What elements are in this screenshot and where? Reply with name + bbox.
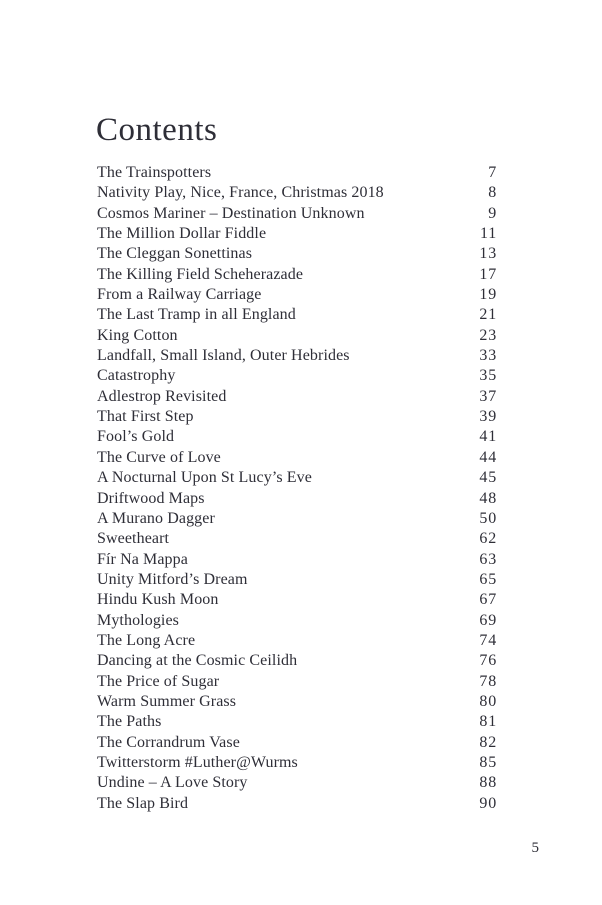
- toc-entry: [97, 712, 497, 732]
- toc-entry-title: Fír Na Mappa: [97, 550, 188, 568]
- toc-entry-title: Fool’s Gold: [97, 428, 175, 446]
- toc-entry: [97, 265, 497, 285]
- toc-entry-title: A Murano Dagger: [97, 509, 215, 527]
- toc-entry: [97, 183, 497, 203]
- toc-entry-page-number: 19: [479, 286, 497, 304]
- toc-entry-title: Dancing at the Cosmic Ceilidh: [97, 652, 298, 670]
- toc-entry-title: The Million Dollar Fiddle: [97, 225, 267, 243]
- toc-entry-title: Twitterstorm #Luther@Wurms: [97, 753, 298, 771]
- toc-entry-page-number: 90: [479, 794, 497, 812]
- toc-entry: [97, 753, 497, 773]
- toc-entry: [97, 407, 497, 427]
- toc-entry-page-number: 7: [488, 164, 497, 181]
- toc-entry: [97, 651, 497, 671]
- toc-entry-page-number: 45: [479, 469, 497, 487]
- toc-entry-title: The Killing Field Scheherazade: [97, 265, 304, 283]
- toc-entry-title: Warm Summer Grass: [97, 692, 237, 710]
- toc-entry: [97, 204, 497, 224]
- toc-entry: [97, 427, 497, 447]
- toc-entry-page-number: 37: [479, 387, 497, 405]
- toc-entry-page-number: 63: [479, 550, 497, 568]
- toc-entry: [97, 550, 497, 570]
- toc-entry-page-number: 39: [479, 408, 497, 426]
- toc-entry: [97, 326, 497, 346]
- toc-entry-title: The Price of Sugar: [97, 672, 220, 690]
- toc-entry: [97, 366, 497, 386]
- toc-entry-page-number: 35: [479, 367, 497, 385]
- toc-entry-page-number: 62: [479, 530, 497, 548]
- toc-entry-title: That First Step: [97, 408, 194, 426]
- toc-entry: [97, 773, 497, 793]
- toc-entry-page-number: 21: [479, 306, 497, 324]
- toc-entry: [97, 244, 497, 264]
- toc-entry: [97, 285, 497, 305]
- toc-entry: [97, 529, 497, 549]
- toc-entry-page-number: 65: [479, 570, 497, 588]
- toc-entry-page-number: 50: [479, 509, 497, 527]
- toc-entry: [97, 305, 497, 325]
- toc-entry-title: The Cleggan Sonettinas: [97, 245, 253, 263]
- toc-entry-page-number: 13: [479, 245, 497, 263]
- toc-entry: [97, 224, 497, 244]
- toc-entry-title: From a Railway Carriage: [97, 286, 262, 304]
- folio-page-number: 5: [531, 840, 539, 856]
- toc-entry: [97, 509, 497, 529]
- toc-entry-title: The Last Tramp in all England: [97, 306, 296, 324]
- toc-entry: [97, 611, 497, 631]
- toc-entry-title: The Corrandrum Vase: [97, 733, 240, 751]
- toc-entry: [97, 590, 497, 610]
- toc-entry-page-number: 11: [479, 225, 497, 243]
- toc-entry-page-number: 67: [479, 591, 497, 609]
- toc-entry-page-number: 69: [479, 611, 497, 629]
- toc-entry-title: Adlestrop Revisited: [97, 387, 227, 405]
- toc-entry-page-number: 74: [479, 631, 497, 649]
- toc-entry-title: Mythologies: [97, 611, 179, 629]
- toc-entry-title: The Paths: [97, 713, 162, 731]
- toc-entry: [97, 468, 497, 488]
- page-title: Contents: [96, 112, 218, 149]
- toc-entry: [97, 346, 497, 366]
- toc-entry: [97, 448, 497, 468]
- toc-entry-page-number: 82: [479, 733, 497, 751]
- toc-entry-page-number: 23: [479, 326, 497, 344]
- toc-entry-title: The Curve of Love: [97, 448, 221, 466]
- toc-entry-page-number: 9: [488, 204, 497, 222]
- toc-entry-title: Hindu Kush Moon: [97, 591, 219, 609]
- toc-entry-title: The Long Acre: [97, 631, 196, 649]
- table-of-contents: [97, 163, 497, 814]
- toc-entry-page-number: 80: [479, 692, 497, 710]
- toc-entry: [97, 163, 497, 183]
- toc-entry: [97, 733, 497, 753]
- toc-entry-page-number: 41: [479, 428, 497, 446]
- toc-entry-title: The Slap Bird: [97, 794, 189, 812]
- toc-entry: [97, 672, 497, 692]
- toc-entry-page-number: 88: [479, 774, 497, 792]
- toc-entry-title: Landfall, Small Island, Outer Hebrides: [97, 347, 350, 365]
- toc-entry-title: Undine – A Love Story: [97, 774, 248, 792]
- toc-entry-page-number: 81: [479, 713, 497, 731]
- toc-entry: [97, 570, 497, 590]
- toc-entry-page-number: 76: [479, 652, 497, 670]
- toc-entry-page-number: 17: [479, 265, 497, 283]
- toc-entry: [97, 489, 497, 509]
- toc-entry-page-number: 78: [479, 672, 497, 690]
- toc-entry-page-number: 48: [479, 489, 497, 507]
- toc-entry-page-number: 8: [488, 184, 497, 202]
- toc-entry-title: Cosmos Mariner – Destination Unknown: [97, 204, 365, 222]
- toc-entry-title: The Trainspotters: [97, 164, 212, 181]
- toc-entry-page-number: 33: [479, 347, 497, 365]
- toc-entry: [97, 631, 497, 651]
- toc-entry-page-number: 85: [479, 753, 497, 771]
- toc-entry-title: King Cotton: [97, 326, 178, 344]
- toc-entry-title: Unity Mitford’s Dream: [97, 570, 248, 588]
- toc-entry: [97, 794, 497, 814]
- toc-entry: [97, 387, 497, 407]
- toc-entry-title: Sweetheart: [97, 530, 170, 548]
- toc-entry-title: Nativity Play, Nice, France, Christmas 2018: [97, 184, 384, 202]
- toc-entry: [97, 692, 497, 712]
- toc-entry-title: Catastrophy: [97, 367, 176, 385]
- toc-entry-title: A Nocturnal Upon St Lucy’s Eve: [97, 469, 312, 487]
- toc-entry-page-number: 44: [479, 448, 497, 466]
- toc-entry-title: Driftwood Maps: [97, 489, 205, 507]
